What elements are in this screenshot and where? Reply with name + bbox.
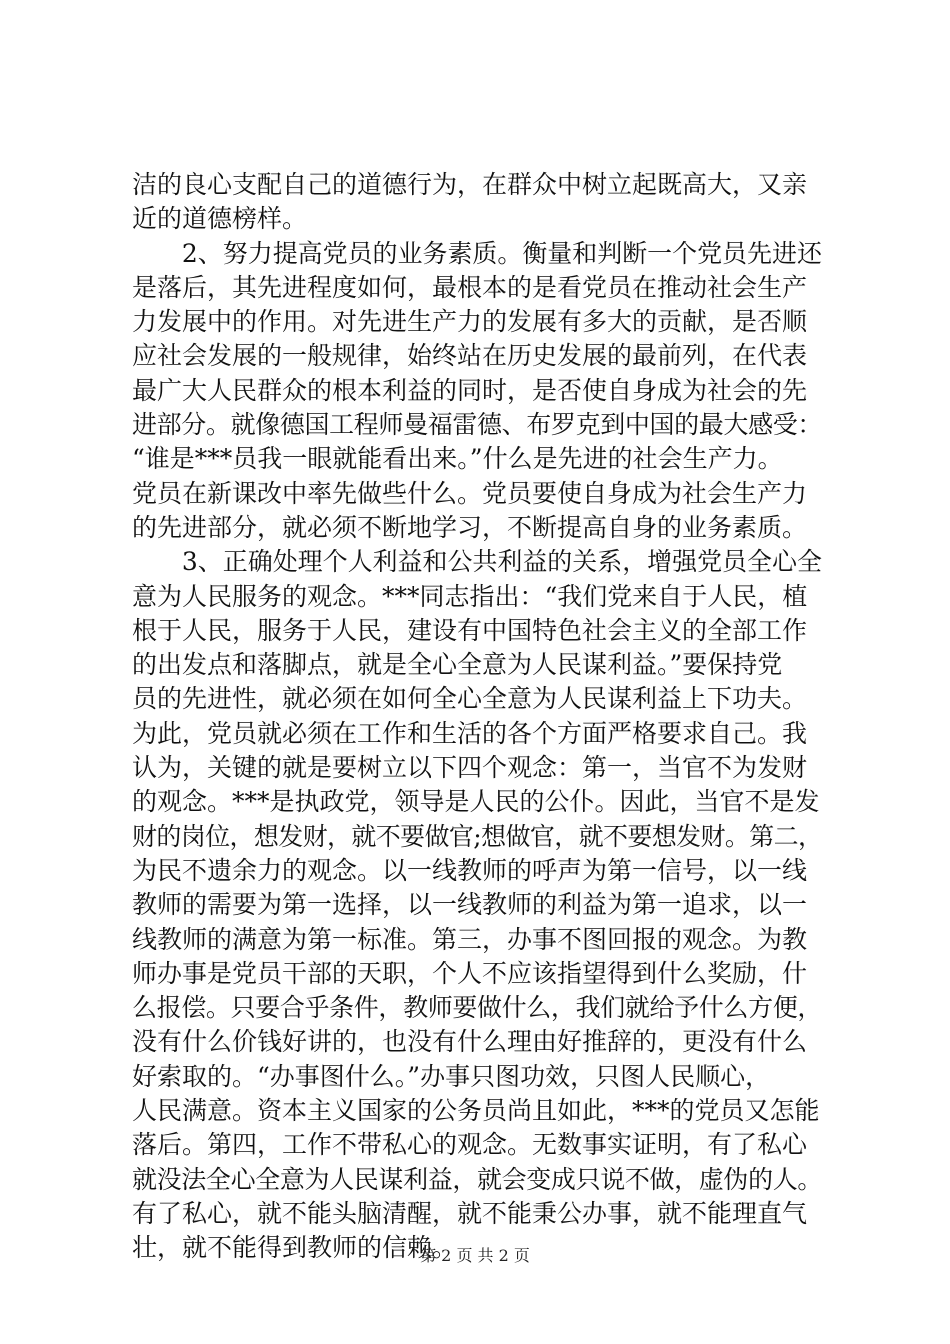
text-line: 线教师的满意为第一标准。第三，办事不图回报的观念。为教	[132, 924, 808, 954]
text-line: 洁的良心支配自己的道德行为，在群众中树立起既高大，又亲	[132, 170, 808, 199]
text-line: 是落后，其先进程度如何，最根本的是看党员在推动社会生产	[132, 272, 808, 302]
text-line: 的观念。***是执政党，领导是人民的公仆。因此，当官不是发	[132, 787, 820, 817]
document-body	[132, 168, 822, 1266]
text-line: 近的道德榜样。	[132, 204, 308, 234]
text-line: 最广大人民群众的根本利益的同时，是否使自身成为社会的先	[132, 375, 808, 405]
text-line: 意为人民服务的观念。***同志指出：“我们党来自于人民，植	[132, 581, 808, 611]
text-line: 进部分。就像德国工程师曼福雷德、布罗克到中国的最大感受：	[132, 410, 823, 440]
text-line: 2、努力提高党员的业务素质。衡量和判断一个党员先进还	[132, 238, 822, 268]
text-line: 员的先进性，就必须在如何全心全意为人民谋利益上下功夫。	[132, 684, 808, 714]
text-line: 的先进部分，就必须不断地学习，不断提高自身的业务素质。	[132, 512, 808, 542]
text-line: 就没法全心全意为人民谋利益，就会变成只说不做，虚伪的人。	[132, 1164, 823, 1194]
text-line: “谁是***员我一眼就能看出来。”什么是先进的社会生产力。	[132, 444, 783, 474]
text-line: 为民不遗余力的观念。以一线教师的呼声为第一信号，以一线	[132, 855, 808, 885]
page-footer: 第 2 页 共 2 页	[420, 1246, 530, 1265]
text-line: 好索取的。“办事图什么。”办事只图功效，只图人民顺心，	[132, 1061, 771, 1091]
text-line: 人民满意。资本主义国家的公务员尚且如此，***的党员又怎能	[132, 1096, 820, 1126]
text-line: 财的岗位，想发财，就不要做官;想做官，就不要想发财。第二，	[132, 821, 823, 851]
text-line: 没有什么价钱好讲的，也没有什么理由好推辞的，更没有什么	[132, 1027, 808, 1057]
text-line: 3、正确处理个人利益和公共利益的关系，增强党员全心全	[132, 547, 822, 577]
text-line: 认为，关键的就是要树立以下四个观念：第一，当官不为发财	[132, 753, 808, 783]
text-line: 党员在新课改中率先做些什么。党员要使自身成为社会生产力	[132, 478, 808, 508]
text-line: 为此，党员就必须在工作和生活的各个方面严格要求自己。我	[132, 718, 808, 748]
text-line: 教师的需要为第一选择，以一线教师的利益为第一追求，以一	[132, 890, 808, 920]
text-line: 应社会发展的一般规律，始终站在历史发展的最前列，在代表	[132, 341, 808, 371]
text-line: 力发展中的作用。对先进生产力的发展有多大的贡献，是否顺	[132, 307, 808, 337]
text-line: 有了私心，就不能头脑清醒，就不能秉公办事，就不能理直气	[132, 1198, 808, 1228]
text-line: 的出发点和落脚点，就是全心全意为人民谋利益。”要保持党	[132, 650, 783, 680]
text-line: 师办事是党员干部的天职，个人不应该指望得到什么奖励，什	[132, 958, 808, 988]
text-line: 根于人民，服务于人民，建设有中国特色社会主义的全部工作	[132, 615, 808, 645]
text-line: 落后。第四，工作不带私心的观念。无数事实证明，有了私心	[132, 1130, 808, 1160]
text-line: 壮，就不能得到教师的信赖。	[132, 1233, 458, 1263]
text-line: 么报偿。只要合乎条件，教师要做什么，我们就给予什么方便，	[132, 993, 823, 1023]
